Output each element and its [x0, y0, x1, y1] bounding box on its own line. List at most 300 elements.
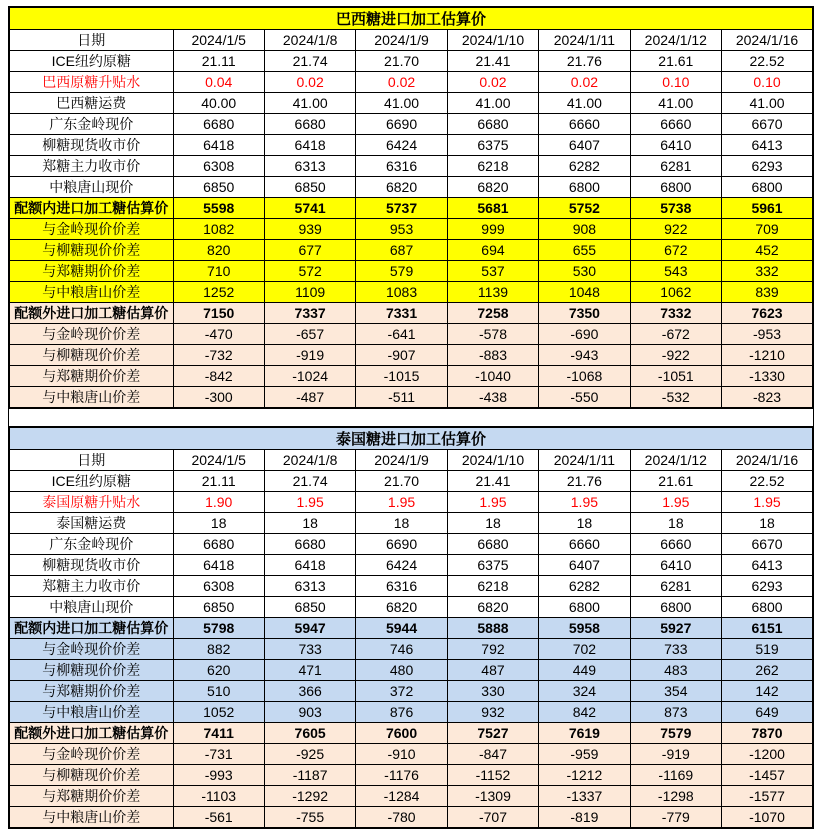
cell-value: 7332 [630, 303, 721, 324]
cell-value: 40.00 [173, 93, 264, 114]
cell-value: -907 [356, 345, 447, 366]
table-title: 巴西糖进口加工估算价 [9, 7, 813, 30]
cell-value: -1176 [356, 765, 447, 786]
cell-value: -1015 [356, 366, 447, 387]
cell-value: 820 [173, 240, 264, 261]
table-row [9, 660, 813, 681]
cell-value: 330 [447, 681, 538, 702]
cell-value: 41.00 [264, 93, 355, 114]
row-label: 与中粮唐山价差 [9, 387, 173, 409]
cell-value: 6660 [539, 114, 630, 135]
cell-value: 1252 [173, 282, 264, 303]
cell-value: -959 [539, 744, 630, 765]
cell-value: -1103 [173, 786, 264, 807]
cell-value: 7619 [539, 723, 630, 744]
cell-value: -779 [630, 807, 721, 829]
cell-value: 733 [630, 639, 721, 660]
cell-value: 7258 [447, 303, 538, 324]
cell-value: -1577 [722, 786, 813, 807]
cell-value: 6313 [264, 156, 355, 177]
row-label: 与金岭现价价差 [9, 744, 173, 765]
row-label: 与柳糖现价价差 [9, 345, 173, 366]
cell-value: 6800 [722, 177, 813, 198]
cell-value: 18 [173, 513, 264, 534]
cell-value: 6690 [356, 534, 447, 555]
table-row [9, 303, 813, 324]
cell-value: -1040 [447, 366, 538, 387]
cell-value: 5927 [630, 618, 721, 639]
table-row [9, 534, 813, 555]
cell-value: 21.61 [630, 471, 721, 492]
cell-value: 21.41 [447, 51, 538, 72]
cell-value: -919 [264, 345, 355, 366]
cell-value: -672 [630, 324, 721, 345]
cell-value: 354 [630, 681, 721, 702]
cell-value: 6660 [630, 114, 721, 135]
cell-value: -438 [447, 387, 538, 409]
cell-value: 18 [447, 513, 538, 534]
date-cell: 2024/1/9 [356, 450, 447, 471]
cell-value: -657 [264, 324, 355, 345]
cell-value: 480 [356, 660, 447, 681]
cell-value: 6680 [264, 534, 355, 555]
row-label: 郑糖主力收市价 [9, 156, 173, 177]
row-label: 与郑糖期价价差 [9, 786, 173, 807]
cell-value: 842 [539, 702, 630, 723]
date-header-row [9, 30, 813, 51]
cell-value: -1457 [722, 765, 813, 786]
cell-value: 21.74 [264, 51, 355, 72]
cell-value: 5944 [356, 618, 447, 639]
cell-value: -732 [173, 345, 264, 366]
table-row [9, 51, 813, 72]
cell-value: -1068 [539, 366, 630, 387]
cell-value: 6670 [722, 114, 813, 135]
cell-value: -847 [447, 744, 538, 765]
table-row [9, 219, 813, 240]
cell-value: -707 [447, 807, 538, 829]
cell-value: 649 [722, 702, 813, 723]
row-label: 广东金岭现价 [9, 114, 173, 135]
cell-value: 908 [539, 219, 630, 240]
row-label: 与柳糖现价价差 [9, 240, 173, 261]
cell-value: 21.11 [173, 51, 264, 72]
cell-value: 5958 [539, 618, 630, 639]
cell-value: 1.90 [173, 492, 264, 513]
cell-value: 792 [447, 639, 538, 660]
cell-value: 6690 [356, 114, 447, 135]
cell-value: 1082 [173, 219, 264, 240]
cell-value: 1.95 [447, 492, 538, 513]
cell-value: -922 [630, 345, 721, 366]
cell-value: -487 [264, 387, 355, 409]
table-row [9, 135, 813, 156]
date-header-label: 日期 [9, 450, 173, 471]
cell-value: 1.95 [722, 492, 813, 513]
cell-value: 449 [539, 660, 630, 681]
cell-value: 6293 [722, 576, 813, 597]
cell-value: 1109 [264, 282, 355, 303]
cell-value: -1024 [264, 366, 355, 387]
row-label: 与金岭现价价差 [9, 639, 173, 660]
cell-value: 6316 [356, 156, 447, 177]
cell-value: 5947 [264, 618, 355, 639]
cell-value: -953 [722, 324, 813, 345]
cell-value: 694 [447, 240, 538, 261]
row-label: ICE纽约原糖 [9, 471, 173, 492]
cell-value: -1292 [264, 786, 355, 807]
cell-value: 6680 [264, 114, 355, 135]
cell-value: 6850 [264, 177, 355, 198]
row-label: 配额外进口加工糖估算价 [9, 723, 173, 744]
cell-value: 483 [630, 660, 721, 681]
cell-value: 510 [173, 681, 264, 702]
cell-value: -511 [356, 387, 447, 409]
row-label: 与金岭现价价差 [9, 219, 173, 240]
cell-value: 142 [722, 681, 813, 702]
cell-value: 18 [356, 513, 447, 534]
table-row [9, 513, 813, 534]
table-row [9, 492, 813, 513]
cell-value: 932 [447, 702, 538, 723]
cell-value: 6800 [630, 597, 721, 618]
cell-value: -1200 [722, 744, 813, 765]
cell-value: 6418 [173, 135, 264, 156]
row-label: 与郑糖期价价差 [9, 681, 173, 702]
cell-value: 6418 [264, 555, 355, 576]
cell-value: 22.52 [722, 471, 813, 492]
cell-value: 6680 [447, 114, 538, 135]
table-row [9, 555, 813, 576]
cell-value: 882 [173, 639, 264, 660]
cell-value: 6680 [173, 534, 264, 555]
cell-value: 452 [722, 240, 813, 261]
cell-value: -943 [539, 345, 630, 366]
row-label: 与郑糖期价价差 [9, 366, 173, 387]
brazil-sugar-table [8, 6, 814, 409]
cell-value: 6660 [630, 534, 721, 555]
table-row [9, 114, 813, 135]
cell-value: 876 [356, 702, 447, 723]
date-cell: 2024/1/12 [630, 450, 721, 471]
date-cell: 2024/1/10 [447, 450, 538, 471]
cell-value: 1048 [539, 282, 630, 303]
cell-value: -1337 [539, 786, 630, 807]
cell-value: 6281 [630, 576, 721, 597]
cell-value: 6418 [264, 135, 355, 156]
cell-value: -1152 [447, 765, 538, 786]
row-label: 与金岭现价价差 [9, 324, 173, 345]
cell-value: 5798 [173, 618, 264, 639]
cell-value: 7605 [264, 723, 355, 744]
cell-value: 6410 [630, 135, 721, 156]
cell-value: 0.02 [539, 72, 630, 93]
row-label: ICE纽约原糖 [9, 51, 173, 72]
row-label: 中粮唐山现价 [9, 177, 173, 198]
table-row [9, 618, 813, 639]
date-cell: 2024/1/8 [264, 450, 355, 471]
cell-value: 21.70 [356, 471, 447, 492]
cell-value: 1.95 [264, 492, 355, 513]
cell-value: 6313 [264, 576, 355, 597]
thailand-sugar-table [8, 426, 814, 829]
row-label: 与中粮唐山价差 [9, 702, 173, 723]
table-row [9, 807, 813, 829]
cell-value: 324 [539, 681, 630, 702]
date-cell: 2024/1/16 [722, 30, 813, 51]
cell-value: 1083 [356, 282, 447, 303]
table-row [9, 240, 813, 261]
table-title-row [9, 427, 813, 450]
cell-value: 6800 [630, 177, 721, 198]
table-row [9, 282, 813, 303]
cell-value: -755 [264, 807, 355, 829]
date-cell: 2024/1/11 [539, 30, 630, 51]
date-cell: 2024/1/10 [447, 30, 538, 51]
cell-value: -690 [539, 324, 630, 345]
cell-value: 702 [539, 639, 630, 660]
thailand-sugar-table-body [9, 427, 813, 828]
cell-value: 746 [356, 639, 447, 660]
row-label: 与中粮唐山价差 [9, 807, 173, 829]
cell-value: -823 [722, 387, 813, 409]
table-row [9, 261, 813, 282]
table-row [9, 744, 813, 765]
cell-value: 903 [264, 702, 355, 723]
cell-value: 6660 [539, 534, 630, 555]
cell-value: -842 [173, 366, 264, 387]
cell-value: -300 [173, 387, 264, 409]
cell-value: 7527 [447, 723, 538, 744]
cell-value: 41.00 [722, 93, 813, 114]
table-row [9, 366, 813, 387]
row-label: 配额外进口加工糖估算价 [9, 303, 173, 324]
cell-value: 6820 [447, 177, 538, 198]
cell-value: 1.95 [356, 492, 447, 513]
cell-value: 7870 [722, 723, 813, 744]
cell-value: 18 [630, 513, 721, 534]
brazil-sugar-table-body [9, 7, 813, 408]
cell-value: -993 [173, 765, 264, 786]
cell-value: 7350 [539, 303, 630, 324]
date-cell: 2024/1/5 [173, 30, 264, 51]
cell-value: 21.76 [539, 51, 630, 72]
cell-value: 1.95 [539, 492, 630, 513]
cell-value: 332 [722, 261, 813, 282]
cell-value: -470 [173, 324, 264, 345]
cell-value: 21.70 [356, 51, 447, 72]
row-label: 中粮唐山现价 [9, 597, 173, 618]
cell-value: 6281 [630, 156, 721, 177]
cell-value: 6850 [264, 597, 355, 618]
cell-value: 5681 [447, 198, 538, 219]
cell-value: 21.41 [447, 471, 538, 492]
row-label: 柳糖现货收市价 [9, 135, 173, 156]
cell-value: 6800 [539, 177, 630, 198]
cell-value: -780 [356, 807, 447, 829]
cell-value: 572 [264, 261, 355, 282]
table-title-row [9, 7, 813, 30]
cell-value: 0.10 [722, 72, 813, 93]
table-row [9, 471, 813, 492]
table-row [9, 72, 813, 93]
cell-value: 537 [447, 261, 538, 282]
row-label: 与中粮唐山价差 [9, 282, 173, 303]
cell-value: 6151 [722, 618, 813, 639]
cell-value: 6680 [173, 114, 264, 135]
cell-value: 6800 [722, 597, 813, 618]
cell-value: 18 [722, 513, 813, 534]
cell-value: 7411 [173, 723, 264, 744]
date-cell: 2024/1/11 [539, 450, 630, 471]
cell-value: 6282 [539, 576, 630, 597]
cell-value: 6418 [173, 555, 264, 576]
cell-value: 6218 [447, 576, 538, 597]
cell-value: 543 [630, 261, 721, 282]
cell-value: -1210 [722, 345, 813, 366]
table-row [9, 786, 813, 807]
row-label: 与郑糖期价价差 [9, 261, 173, 282]
cell-value: 18 [264, 513, 355, 534]
date-cell: 2024/1/16 [722, 450, 813, 471]
cell-value: -819 [539, 807, 630, 829]
cell-value: 0.02 [356, 72, 447, 93]
cell-value: 709 [722, 219, 813, 240]
table-row [9, 345, 813, 366]
cell-value: 5741 [264, 198, 355, 219]
cell-value: 839 [722, 282, 813, 303]
cell-value: 1062 [630, 282, 721, 303]
cell-value: 487 [447, 660, 538, 681]
cell-value: -1212 [539, 765, 630, 786]
cell-value: 6375 [447, 555, 538, 576]
cell-value: 1139 [447, 282, 538, 303]
cell-value: 6282 [539, 156, 630, 177]
cell-value: -731 [173, 744, 264, 765]
cell-value: 6424 [356, 135, 447, 156]
table-row [9, 324, 813, 345]
cell-value: 579 [356, 261, 447, 282]
row-label: 泰国糖运费 [9, 513, 173, 534]
date-cell: 2024/1/8 [264, 30, 355, 51]
cell-value: 733 [264, 639, 355, 660]
cell-value: 5961 [722, 198, 813, 219]
cell-value: -1169 [630, 765, 721, 786]
table-row [9, 156, 813, 177]
cell-value: 21.74 [264, 471, 355, 492]
date-cell: 2024/1/9 [356, 30, 447, 51]
cell-value: 0.02 [264, 72, 355, 93]
cell-value: 519 [722, 639, 813, 660]
cell-value: -550 [539, 387, 630, 409]
cell-value: 6820 [447, 597, 538, 618]
cell-value: 6680 [447, 534, 538, 555]
cell-value: 6316 [356, 576, 447, 597]
date-cell: 2024/1/12 [630, 30, 721, 51]
cell-value: -1309 [447, 786, 538, 807]
table-row [9, 387, 813, 409]
cell-value: 7579 [630, 723, 721, 744]
cell-value: 873 [630, 702, 721, 723]
cell-value: 6410 [630, 555, 721, 576]
row-label: 柳糖现货收市价 [9, 555, 173, 576]
cell-value: 7623 [722, 303, 813, 324]
cell-value: 0.02 [447, 72, 538, 93]
cell-value: -532 [630, 387, 721, 409]
cell-value: 6407 [539, 555, 630, 576]
row-label: 巴西糖运费 [9, 93, 173, 114]
cell-value: -1330 [722, 366, 813, 387]
row-label: 巴西原糖升贴水 [9, 72, 173, 93]
cell-value: 677 [264, 240, 355, 261]
cell-value: 5738 [630, 198, 721, 219]
cell-value: -1298 [630, 786, 721, 807]
table-row [9, 681, 813, 702]
cell-value: 710 [173, 261, 264, 282]
table-row [9, 576, 813, 597]
cell-value: 687 [356, 240, 447, 261]
cell-value: 372 [356, 681, 447, 702]
cell-value: 6413 [722, 555, 813, 576]
cell-value: -925 [264, 744, 355, 765]
table-title: 泰国糖进口加工估算价 [9, 427, 813, 450]
table-row [9, 723, 813, 744]
cell-value: 6308 [173, 576, 264, 597]
cell-value: 5737 [356, 198, 447, 219]
cell-value: 0.04 [173, 72, 264, 93]
row-label: 配额内进口加工糖估算价 [9, 198, 173, 219]
cell-value: -1187 [264, 765, 355, 786]
cell-value: 18 [539, 513, 630, 534]
cell-value: 22.52 [722, 51, 813, 72]
cell-value: -578 [447, 324, 538, 345]
row-label: 泰国原糖升贴水 [9, 492, 173, 513]
cell-value: 7337 [264, 303, 355, 324]
row-label: 与柳糖现价价差 [9, 765, 173, 786]
cell-value: 21.11 [173, 471, 264, 492]
cell-value: 1052 [173, 702, 264, 723]
cell-value: 6375 [447, 135, 538, 156]
cell-value: 7600 [356, 723, 447, 744]
cell-value: 922 [630, 219, 721, 240]
cell-value: -883 [447, 345, 538, 366]
cell-value: 41.00 [539, 93, 630, 114]
row-label: 郑糖主力收市价 [9, 576, 173, 597]
row-label: 与柳糖现价价差 [9, 660, 173, 681]
cell-value: 262 [722, 660, 813, 681]
cell-value: 5752 [539, 198, 630, 219]
cell-value: 7150 [173, 303, 264, 324]
cell-value: 6293 [722, 156, 813, 177]
cell-value: -641 [356, 324, 447, 345]
cell-value: 471 [264, 660, 355, 681]
cell-value: 620 [173, 660, 264, 681]
cell-value: 41.00 [447, 93, 538, 114]
cell-value: 6407 [539, 135, 630, 156]
cell-value: 21.76 [539, 471, 630, 492]
table-row [9, 93, 813, 114]
cell-value: 5598 [173, 198, 264, 219]
row-label: 广东金岭现价 [9, 534, 173, 555]
cell-value: 530 [539, 261, 630, 282]
table-row [9, 765, 813, 786]
cell-value: 6413 [722, 135, 813, 156]
table-row [9, 639, 813, 660]
cell-value: 21.61 [630, 51, 721, 72]
cell-value: 6820 [356, 597, 447, 618]
cell-value: -1284 [356, 786, 447, 807]
table-row [9, 177, 813, 198]
